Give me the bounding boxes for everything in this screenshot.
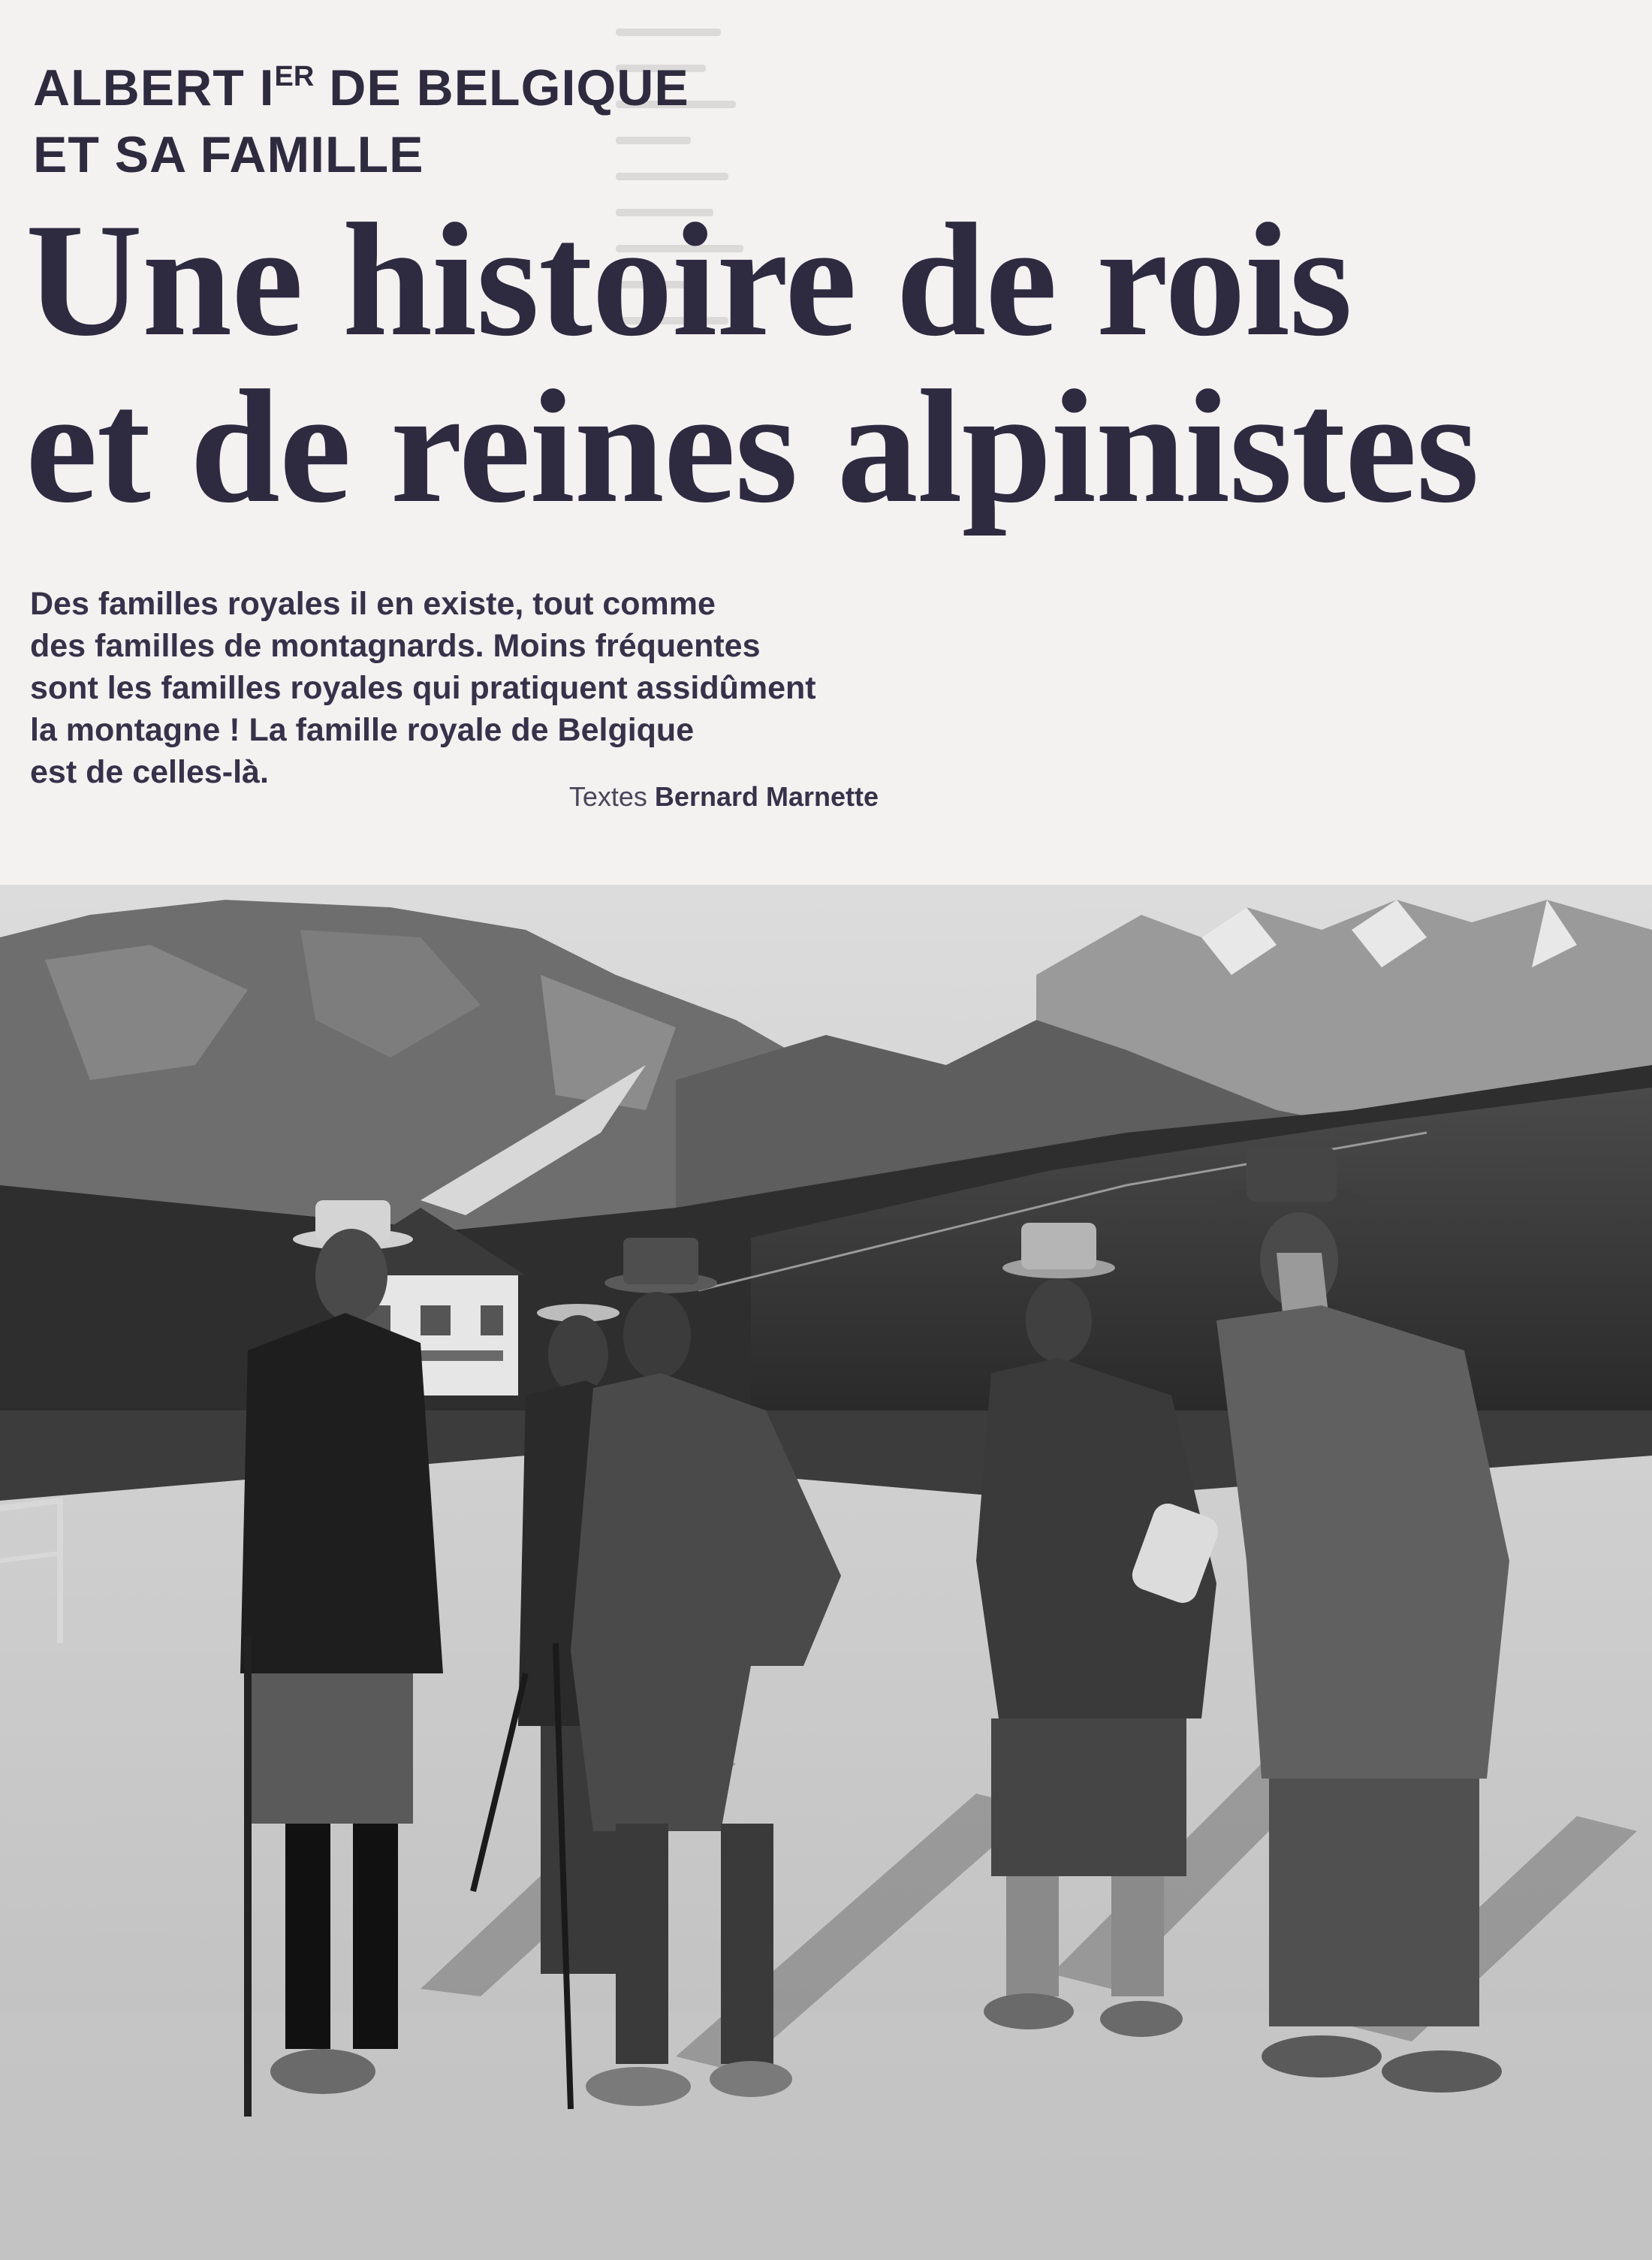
article-kicker	[33, 59, 689, 184]
historic-photo	[0, 885, 1652, 2260]
mountain-group-photo	[0, 885, 1652, 2260]
kicker-line1: ALBERT IER DE BELGIQUE	[33, 59, 689, 116]
title-line-1: Une histoire de rois	[26, 190, 1352, 370]
kicker-line2: ET SA FAMILLE	[33, 126, 424, 183]
lead-line: est de celles-là.	[30, 754, 269, 790]
article-lead	[30, 583, 931, 793]
byline-prefix: Textes	[568, 781, 655, 812]
lead-line: sont les familles royales qui pratiquent assidûment	[30, 670, 816, 706]
lead-line: la montagne ! La famille royale de Belgique	[30, 712, 695, 748]
byline	[30, 781, 879, 813]
article-title	[26, 190, 1632, 536]
title-line-2: et de reines alpinistes	[26, 357, 1479, 536]
author-name: Bernard Marnette	[654, 781, 879, 812]
lead-line: des familles de montagnards. Moins fréquentes	[30, 628, 761, 664]
lead-line: Des familles royales il en existe, tout comme	[30, 586, 716, 622]
